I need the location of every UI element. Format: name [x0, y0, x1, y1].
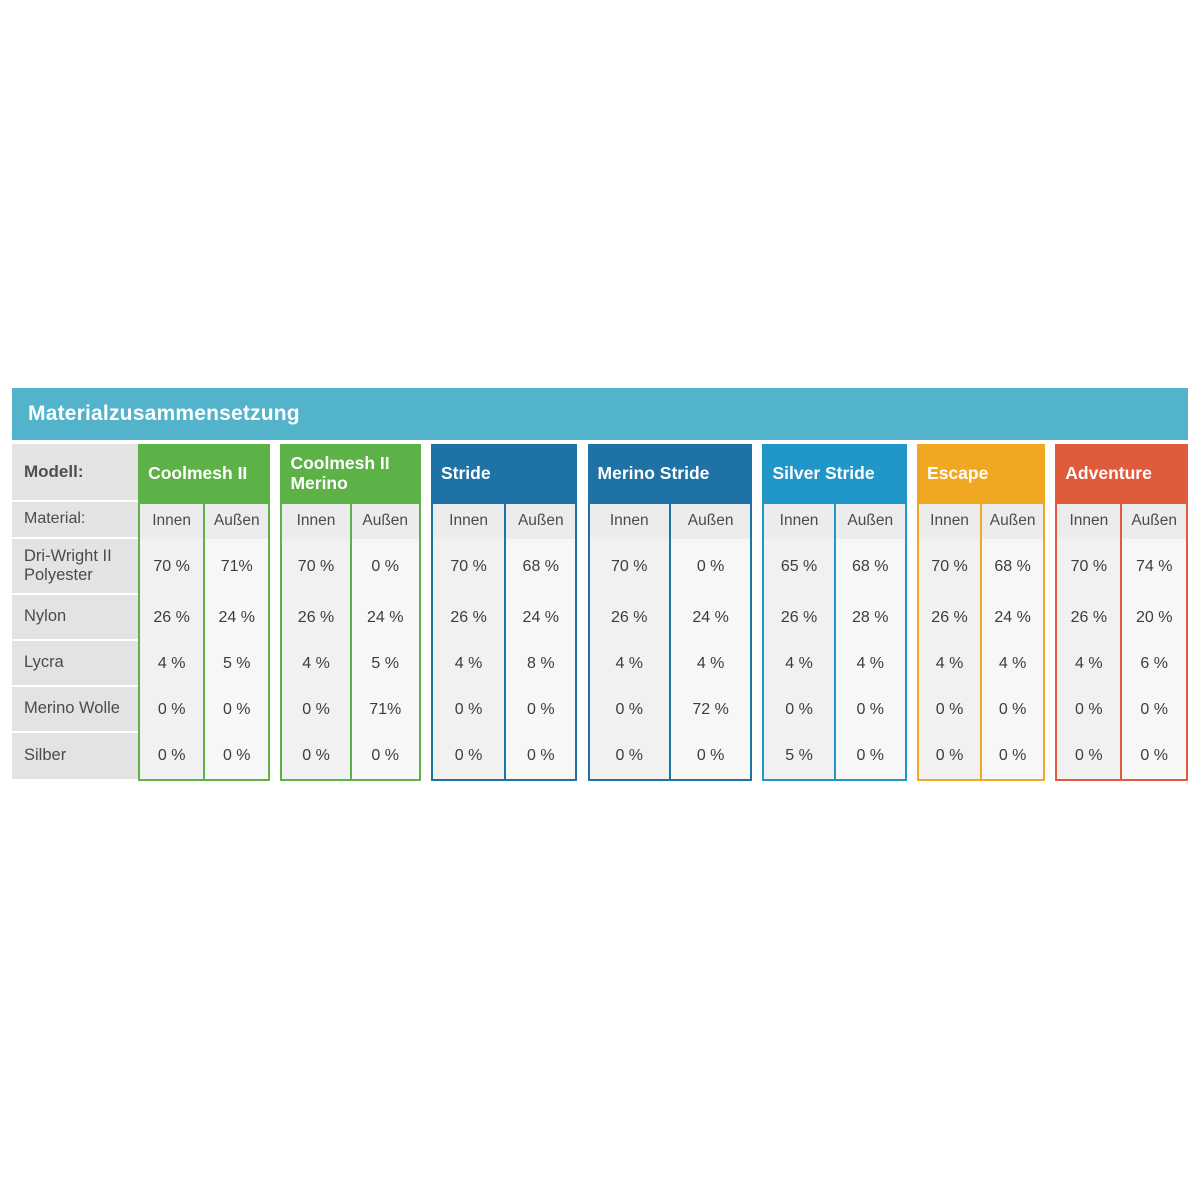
sub-header-außen: Außen: [350, 502, 421, 538]
table-row: [12, 733, 1188, 781]
row-header-modell: Modell:: [12, 444, 138, 502]
data-cell: 0 %: [138, 733, 203, 781]
data-cell: 4 %: [669, 641, 752, 687]
group-header-coolmesh-ii: Coolmesh II: [138, 444, 270, 502]
table-row: [12, 539, 1188, 595]
data-cell: 68 %: [834, 539, 907, 595]
data-cell: 4 %: [1055, 641, 1120, 687]
data-cell: 4 %: [834, 641, 907, 687]
column-gap: [907, 641, 917, 687]
data-cell: 0 %: [1055, 733, 1120, 781]
data-cell: 0 %: [917, 733, 980, 781]
data-cell: 0 %: [834, 687, 907, 733]
data-cell: 4 %: [917, 641, 980, 687]
group-header-silver-stride: Silver Stride: [762, 444, 906, 502]
data-cell: 70 %: [1055, 539, 1120, 595]
data-cell: 4 %: [138, 641, 203, 687]
data-cell: 5 %: [762, 733, 833, 781]
data-cell: 0 %: [431, 733, 504, 781]
column-gap: [752, 641, 762, 687]
sub-header-außen: Außen: [669, 502, 752, 538]
column-gap: [270, 595, 280, 641]
data-cell: 0 %: [834, 733, 907, 781]
sub-header-innen: Innen: [588, 502, 669, 538]
column-gap: [1045, 444, 1055, 502]
column-gap: [577, 595, 587, 641]
column-gap: [421, 687, 431, 733]
data-cell: 68 %: [980, 539, 1045, 595]
data-cell: 5 %: [350, 641, 421, 687]
group-header-escape: Escape: [917, 444, 1045, 502]
sub-header-außen: Außen: [504, 502, 577, 538]
data-cell: 0 %: [669, 539, 752, 595]
table-row: [12, 687, 1188, 733]
row-label: Lycra: [12, 641, 138, 687]
column-gap: [752, 539, 762, 595]
column-gap: [752, 595, 762, 641]
column-gap: [421, 539, 431, 595]
data-cell: 0 %: [280, 733, 349, 781]
column-gap: [270, 444, 280, 502]
table-title-row: [12, 388, 1188, 440]
column-gap: [270, 502, 280, 538]
data-cell: 72 %: [669, 687, 752, 733]
data-cell: 20 %: [1120, 595, 1188, 641]
data-cell: 24 %: [504, 595, 577, 641]
column-gap: [577, 444, 587, 502]
data-cell: 0 %: [1120, 687, 1188, 733]
data-cell: 0 %: [138, 687, 203, 733]
data-cell: 26 %: [431, 595, 504, 641]
data-cell: 28 %: [834, 595, 907, 641]
sub-header-innen: Innen: [762, 502, 833, 538]
data-cell: 8 %: [504, 641, 577, 687]
column-gap: [752, 687, 762, 733]
data-cell: 0 %: [588, 687, 669, 733]
data-cell: 0 %: [980, 687, 1045, 733]
column-gap: [577, 539, 587, 595]
sub-header-außen: Außen: [203, 502, 270, 538]
data-cell: 0 %: [917, 687, 980, 733]
column-gap: [907, 444, 917, 502]
column-gap: [1045, 539, 1055, 595]
data-cell: 26 %: [138, 595, 203, 641]
data-cell: 70 %: [917, 539, 980, 595]
data-cell: 26 %: [917, 595, 980, 641]
data-cell: 4 %: [588, 641, 669, 687]
data-cell: 0 %: [669, 733, 752, 781]
data-cell: 0 %: [203, 733, 270, 781]
data-cell: 0 %: [504, 733, 577, 781]
column-gap: [421, 595, 431, 641]
data-cell: 70 %: [431, 539, 504, 595]
column-gap: [270, 641, 280, 687]
sub-header-row: [12, 502, 1188, 538]
data-cell: 0 %: [1055, 687, 1120, 733]
table-row: [12, 595, 1188, 641]
group-header-merino-stride: Merino Stride: [588, 444, 753, 502]
column-gap: [907, 687, 917, 733]
data-cell: 4 %: [980, 641, 1045, 687]
column-gap: [577, 733, 587, 781]
column-gap: [1045, 595, 1055, 641]
table-row: [12, 641, 1188, 687]
column-gap: [1045, 687, 1055, 733]
data-cell: 0 %: [1120, 733, 1188, 781]
data-cell: 0 %: [504, 687, 577, 733]
data-cell: 0 %: [980, 733, 1045, 781]
data-cell: 70 %: [280, 539, 349, 595]
data-cell: 4 %: [280, 641, 349, 687]
column-gap: [1045, 733, 1055, 781]
column-gap: [752, 502, 762, 538]
row-label: Nylon: [12, 595, 138, 641]
column-gap: [907, 733, 917, 781]
data-cell: 74 %: [1120, 539, 1188, 595]
column-gap: [270, 687, 280, 733]
data-cell: 24 %: [203, 595, 270, 641]
group-header-stride: Stride: [431, 444, 577, 502]
data-cell: 0 %: [203, 687, 270, 733]
sub-header-innen: Innen: [1055, 502, 1120, 538]
row-label: Silber: [12, 733, 138, 781]
group-header-row: [12, 444, 1188, 502]
row-header-material: Material:: [12, 502, 138, 538]
sub-header-außen: Außen: [834, 502, 907, 538]
sub-header-innen: Innen: [280, 502, 349, 538]
column-gap: [270, 539, 280, 595]
data-cell: 26 %: [588, 595, 669, 641]
column-gap: [907, 502, 917, 538]
data-cell: 68 %: [504, 539, 577, 595]
column-gap: [907, 595, 917, 641]
data-cell: 0 %: [588, 733, 669, 781]
material-composition-table-container: [12, 388, 1188, 781]
data-cell: 0 %: [350, 733, 421, 781]
material-composition-table: [12, 388, 1188, 781]
table-title: Materialzusammensetzung: [12, 388, 1188, 440]
data-cell: 65 %: [762, 539, 833, 595]
data-cell: 24 %: [980, 595, 1045, 641]
group-header-coolmesh-ii-merino: Coolmesh II Merino: [280, 444, 420, 502]
data-cell: 5 %: [203, 641, 270, 687]
sub-header-innen: Innen: [431, 502, 504, 538]
column-gap: [421, 444, 431, 502]
column-gap: [421, 641, 431, 687]
sub-header-außen: Außen: [980, 502, 1045, 538]
data-cell: 0 %: [762, 687, 833, 733]
column-gap: [1045, 641, 1055, 687]
column-gap: [577, 687, 587, 733]
column-gap: [907, 539, 917, 595]
sub-header-innen: Innen: [138, 502, 203, 538]
row-label: Merino Wolle: [12, 687, 138, 733]
column-gap: [752, 444, 762, 502]
data-cell: 24 %: [350, 595, 421, 641]
data-cell: 0 %: [350, 539, 421, 595]
data-cell: 0 %: [431, 687, 504, 733]
column-gap: [577, 641, 587, 687]
data-cell: 71%: [203, 539, 270, 595]
data-cell: 26 %: [762, 595, 833, 641]
sub-header-innen: Innen: [917, 502, 980, 538]
data-cell: 70 %: [588, 539, 669, 595]
data-cell: 26 %: [280, 595, 349, 641]
data-cell: 6 %: [1120, 641, 1188, 687]
data-cell: 4 %: [431, 641, 504, 687]
data-cell: 0 %: [280, 687, 349, 733]
column-gap: [577, 502, 587, 538]
column-gap: [421, 502, 431, 538]
row-label: Dri-Wright II Polyester: [12, 539, 138, 595]
column-gap: [752, 733, 762, 781]
column-gap: [421, 733, 431, 781]
data-cell: 26 %: [1055, 595, 1120, 641]
data-cell: 71%: [350, 687, 421, 733]
data-cell: 70 %: [138, 539, 203, 595]
column-gap: [1045, 502, 1055, 538]
group-header-adventure: Adventure: [1055, 444, 1188, 502]
data-cell: 4 %: [762, 641, 833, 687]
column-gap: [270, 733, 280, 781]
data-cell: 24 %: [669, 595, 752, 641]
sub-header-außen: Außen: [1120, 502, 1188, 538]
